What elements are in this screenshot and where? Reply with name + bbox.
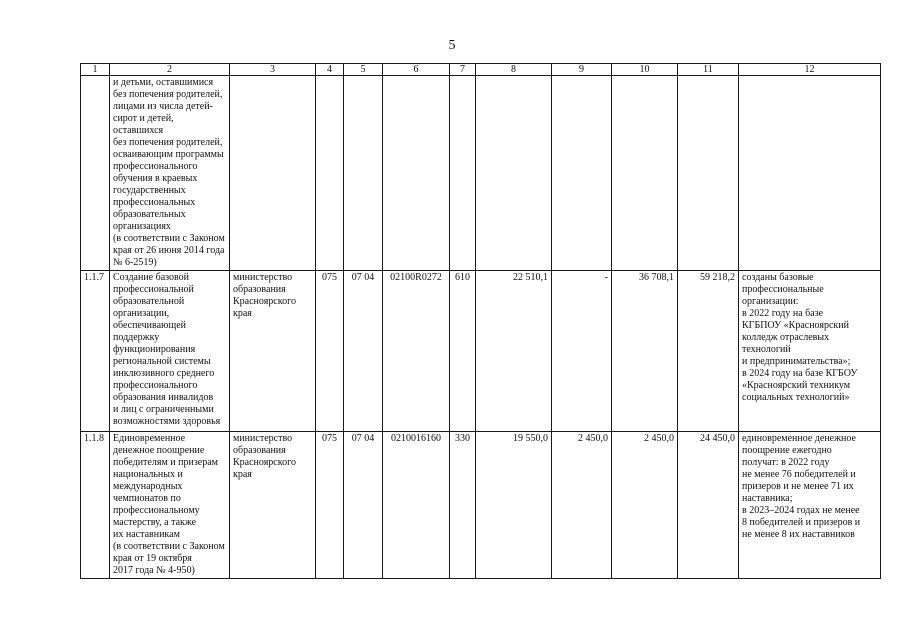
column-header: 7 [450,64,476,76]
table-row [81,271,881,432]
column-number-row [81,64,881,76]
administrator-cell [230,76,316,271]
amount-2023-cell: - [552,271,612,432]
csr-code-cell: 02100R0272 [383,271,450,432]
administrator-cell: министерство образования Красноярского края [230,271,316,432]
amount-2022-cell [476,76,552,271]
column-header: 9 [552,64,612,76]
column-header: 1 [81,64,110,76]
csr-code-cell: 0210016160 [383,432,450,579]
column-header: 4 [316,64,344,76]
amount-2024-cell [612,76,678,271]
table-row [81,76,881,271]
expected-result-cell: единовременное денежное поощрение ежегодно получат: в 2022 году не менее 76 победителей и призеров и не менее 71 их наставника; в 2023–2024 годах не менее 8 победителей и призеров и не менее 8 их наставников [739,432,881,579]
csr-code-cell [383,76,450,271]
measure-name-cell: Создание базовой профессиональной образовательной организации, обеспечивающей поддержку функционирования региональной системы инклюзивного среднего профессионального образования инвалидов и лиц с ограниченными возможностями здоровья [110,271,230,432]
column-header: 12 [739,64,881,76]
amount-total-cell [678,76,739,271]
column-header: 2 [110,64,230,76]
column-header: 3 [230,64,316,76]
measure-name-cell: Единовременное денежное поощрение победителям и призерам национальных и международных чемпионатов по профессиональному мастерству, а также их наставникам (в соответствии с Законом края от 19 октября 2017 года № 4-950) [110,432,230,579]
administrator-cell: министерство образования Красноярского края [230,432,316,579]
grbs-code-cell: 075 [316,271,344,432]
budget-table [80,63,881,579]
row-number-cell [81,76,110,271]
amount-total-cell: 59 218,2 [678,271,739,432]
table-row [81,432,881,579]
page-number: 5 [448,38,456,53]
column-header: 10 [612,64,678,76]
column-header: 11 [678,64,739,76]
rzpr-code-cell [344,76,383,271]
measure-name-cell: и детьми, оставшимися без попечения родителей, лицами из числа детей- сирот и детей, оставшихся без попечения родителей, осваивающим программы профессионального обучения в краевых государственных профессиональных образовательных организациях (в соответствии с Законом края от 26 июня 2014 года № 6-2519) [110,76,230,271]
amount-2023-cell [552,76,612,271]
rzpr-code-cell: 07 04 [344,432,383,579]
expected-result-cell [739,76,881,271]
row-number-cell: 1.1.8 [81,432,110,579]
amount-2022-cell: 22 510,1 [476,271,552,432]
column-header: 8 [476,64,552,76]
amount-2022-cell: 19 550,0 [476,432,552,579]
rzpr-code-cell: 07 04 [344,271,383,432]
amount-total-cell: 24 450,0 [678,432,739,579]
expected-result-cell: созданы базовые профессиональные организации: в 2022 году на базе КГБПОУ «Красноярский колледж отраслевых технологий и предпринимательства»; в 2024 году на базе КГБОУ «Красноярский техникум социальных технологий» [739,271,881,432]
amount-2024-cell: 2 450,0 [612,432,678,579]
column-header: 6 [383,64,450,76]
vr-code-cell: 330 [450,432,476,579]
row-number-cell: 1.1.7 [81,271,110,432]
amount-2024-cell: 36 708,1 [612,271,678,432]
column-header: 5 [344,64,383,76]
amount-2023-cell: 2 450,0 [552,432,612,579]
vr-code-cell: 610 [450,271,476,432]
grbs-code-cell [316,76,344,271]
grbs-code-cell: 075 [316,432,344,579]
vr-code-cell [450,76,476,271]
